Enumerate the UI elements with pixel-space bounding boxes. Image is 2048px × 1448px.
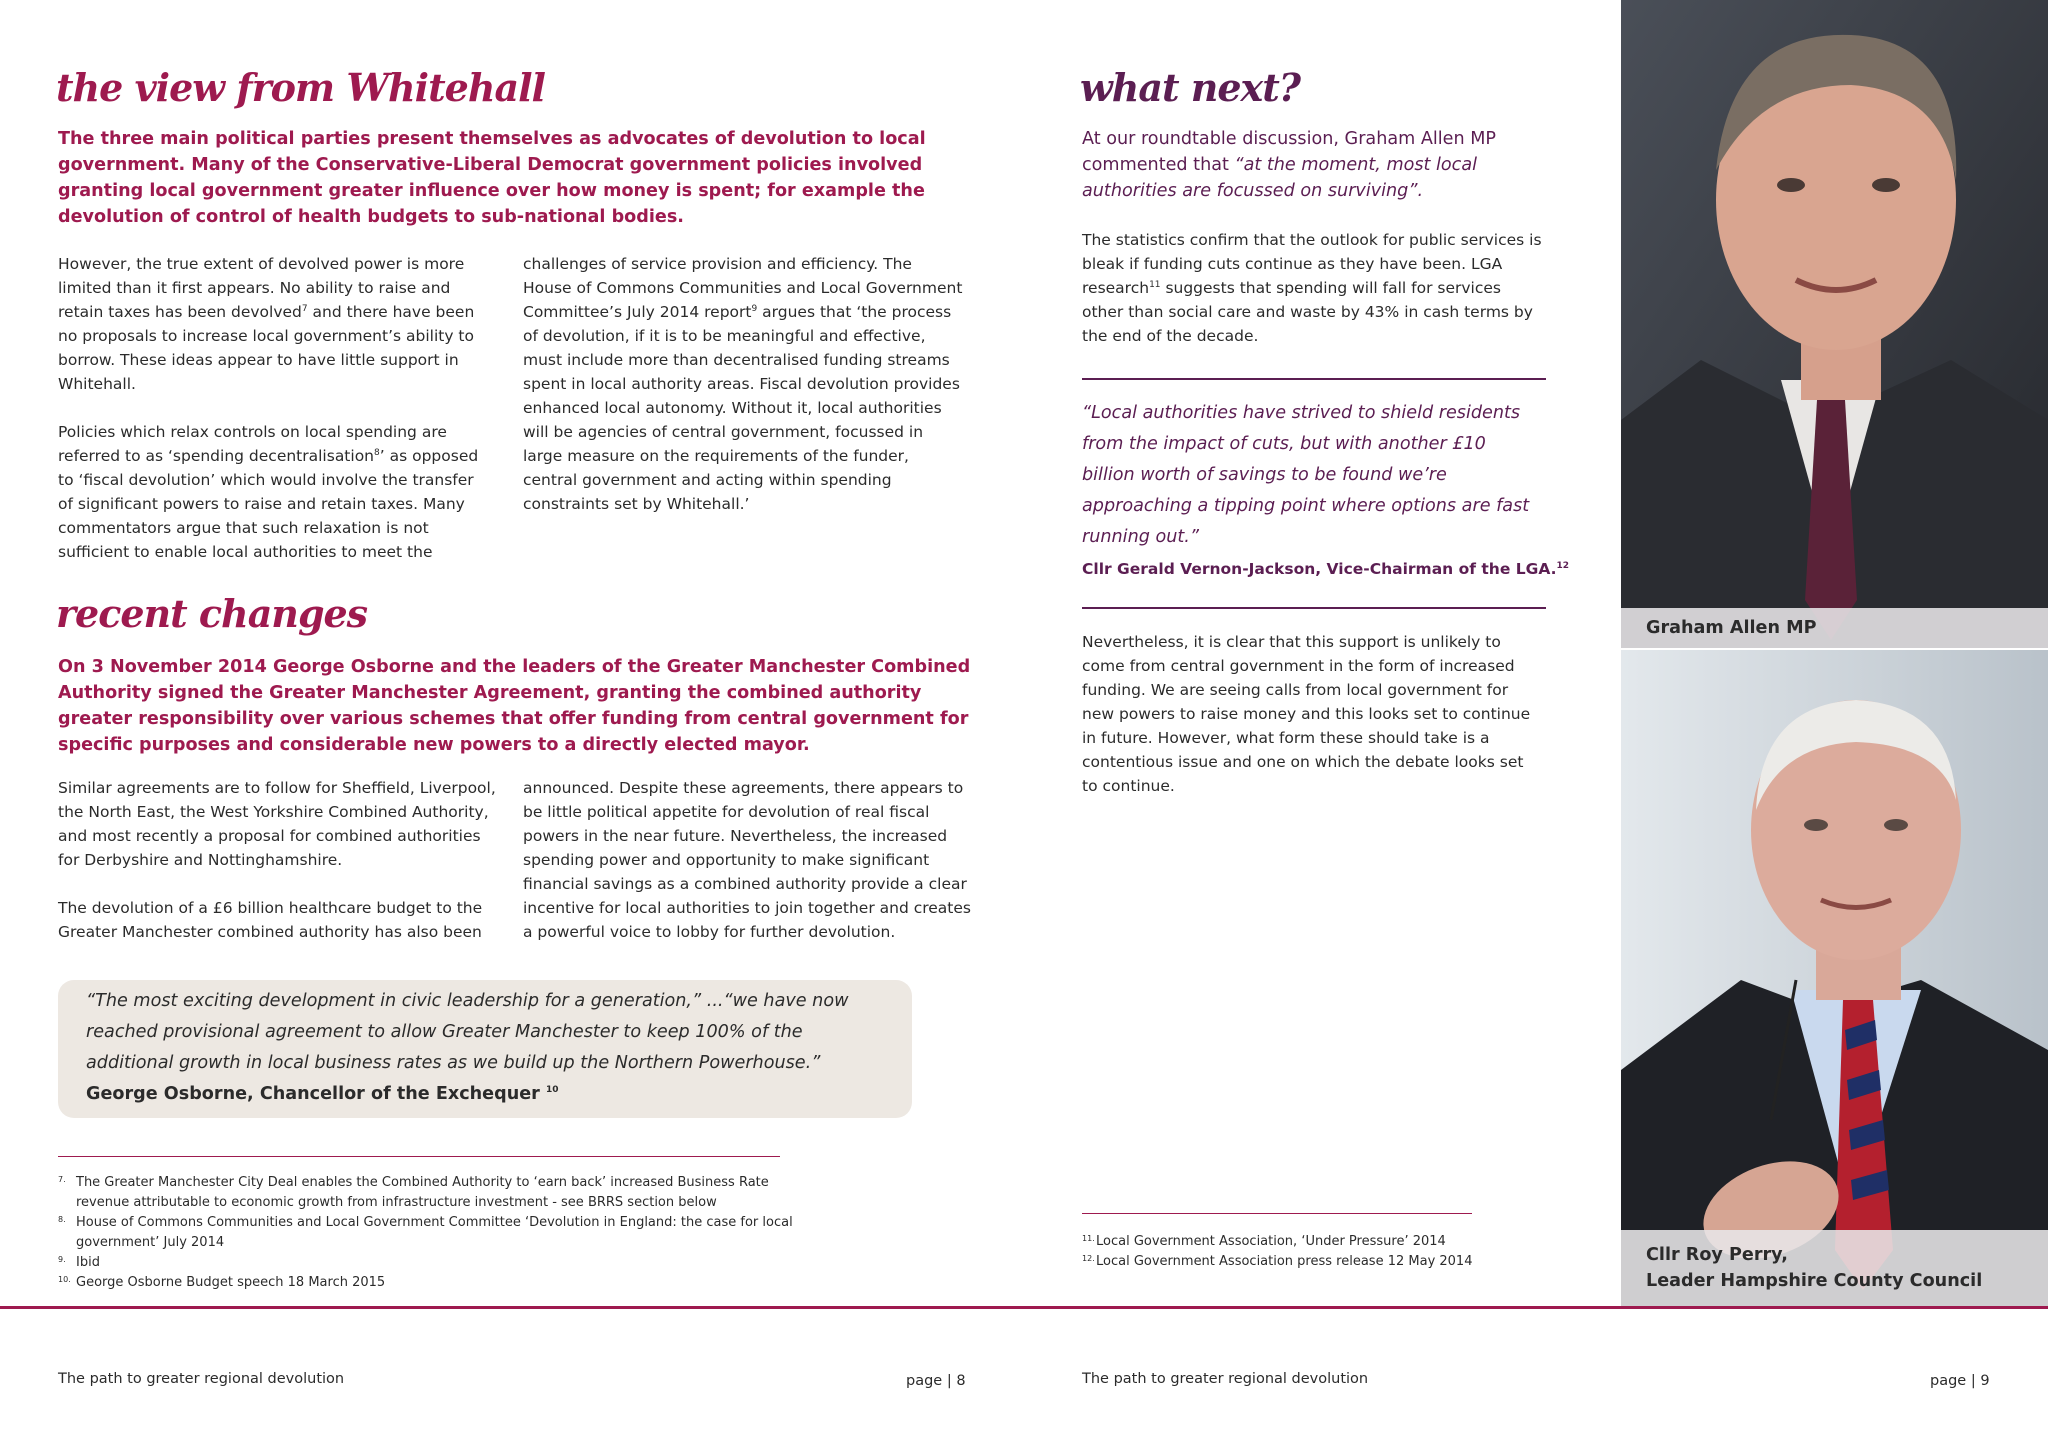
heading-what-next: what next? (1080, 65, 1301, 110)
footer-title-left: The path to greater regional devolution (58, 1371, 345, 1387)
pull-quote-text: “Local authorities have strived to shield residents from the impact of cuts, but with another £10 billion worth of savings to be found we’re approaching a tipping point where options are fast running out.” (1082, 403, 1530, 547)
pull-quote-rule-top (1082, 378, 1546, 380)
footer-rule (0, 1306, 2048, 1309)
heading-recent-changes: recent changes (56, 591, 368, 636)
col4-paragraph-1: announced. Despite these agreements, there appears to be little political appetite for devolution of real fiscal powers in the near future. Nevertheless, the increased spending power and opportunity to make significant financial savings as a combined authority provide a clear incentive for local authorities to join together and creates a powerful voice to lobby for further devolution. (523, 779, 971, 941)
what-next-intro: At our roundtable discussion, Graham Allen MP commented that “at the moment, most local authorities are focussed on surviving”. (1082, 129, 1497, 201)
footnote-7: 7. The Greater Manchester City Deal enables the Combined Authority to ‘earn back’ increased Business Rate revenue attributable to economic growth from infrastructure investment - see BRRS section below (58, 1175, 769, 1210)
pull-quote-rule-bottom (1082, 607, 1546, 609)
footnote-divider-left (58, 1156, 780, 1157)
col3-paragraph-1: Similar agreements are to follow for Sheffield, Liverpool, the North East, the West Yorkshire Combined Authority, and most recently a proposal for combined authorities for Derbyshire and Nottinghamshire. (58, 779, 496, 869)
osborne-quote-box (58, 980, 912, 1118)
caption-graham-allen: Graham Allen MP (1621, 608, 2048, 648)
footnote-11: 11. Local Government Association, ‘Under Pressure’ 2014 (1082, 1234, 1446, 1249)
what-next-paragraph-1: The statistics confirm that the outlook for public services is bleak if funding cuts continue as they have been. LGA research$^{11}$ suggests that spending will fall for services other than social care and waste by 43% in cash terms by the end of the decade. (1082, 231, 1542, 345)
column-1 (58, 252, 488, 564)
column-3 (58, 776, 503, 944)
photo-roy-perry (1621, 650, 2048, 1308)
footnote-8: 8. House of Commons Communities and Local Government Committee ‘Devolution in England: the case for local government’ July 2014 (58, 1215, 793, 1250)
col1-paragraph-2: Policies which relax controls on local spending are referred to as ‘spending decentralisation$^8$’ as opposed to ‘fiscal devolution’ which would involve the transfer of significant powers to raise and retain taxes. Many commentators argue that such relaxation is not sufficient to enable local authorities to meet the (58, 423, 479, 561)
heading-view-from-whitehall: the view from Whitehall (56, 65, 545, 110)
footnote-12: 12. Local Government Association press release 12 May 2014 (1082, 1254, 1473, 1269)
what-next-paragraph-2: Nevertheless, it is clear that this support is unlikely to come from central government in the form of increased funding. We are seeing calls from local government for new powers to raise money and this looks set to continue in future. However, what form these should take is a contentious issue and one on which the debate looks set to continue. (1082, 633, 1531, 795)
caption-roy-perry-line2: Leader Hampshire County Council (1646, 1271, 1983, 1291)
col2-paragraph-1: challenges of service provision and efficiency. The House of Commons Communities and Local Government Committee’s July 2014 report$^9$ argues that ‘the process of devolution, if it is to be meaningful and effective, must include more than decentralised funding streams spent in local authority areas. Fiscal devolution provides enhanced local autonomy. Without it, local authorities will be agencies of central government, focussed in large measure on the requirements of the funder, central government and acting within spending constraints set by Whitehall.’ (523, 255, 963, 513)
caption-roy-perry (1621, 1230, 2048, 1308)
footnote-10: 10. George Osborne Budget speech 18 March 2015 (58, 1275, 386, 1290)
footnote-9: 9. Ibid (58, 1255, 100, 1270)
pull-quote-author: Cllr Gerald Vernon-Jackson, Vice-Chairman of the LGA.$^{12}$ (1082, 560, 1570, 578)
column-4 (523, 776, 973, 944)
lead-paragraph-recent-changes: On 3 November 2014 George Osborne and the leaders of the Greater Manchester Combined Authority signed the Greater Manchester Agreement, granting the combined authority greater responsibility over various schemes that offer funding from central government for specific purposes and considerable new powers to a directly elected mayor. (58, 657, 971, 755)
photo-graham-allen (1621, 0, 2048, 648)
page-number-8: page | 8 (906, 1373, 966, 1389)
lead-paragraph-whitehall: The three main political parties present themselves as advocates of devolution to local government. Many of the Conservative-Liberal Democrat government policies involved granting local government greater influence over how money is spent; for example the devolution of control of health budgets to sub-national bodies. (58, 129, 926, 227)
footnote-divider-right (1082, 1213, 1472, 1214)
column-2 (523, 252, 963, 516)
col3-paragraph-2: The devolution of a £6 billion healthcare budget to the Greater Manchester combined authority has also been (58, 899, 483, 941)
col1-paragraph-1: However, the true extent of devolved power is more limited than it first appears. No ability to raise and retain taxes has been devolved$^7$ and there have been no proposals to increase local government’s ability to borrow. These ideas appear to have little support in Whitehall. (58, 255, 475, 393)
footer-title-right: The path to greater regional devolution (1082, 1371, 1369, 1387)
portrait-graham-allen-illustration (1621, 0, 2048, 648)
caption-roy-perry-line1: Cllr Roy Perry, (1646, 1245, 1788, 1265)
osborne-quote-text: “The most exciting development in civic leadership for a generation,” ...“we have now reached provisional agreement to allow Greater Manchester to keep 100% of the additional growth in local business rates as we build up the Northern Powerhouse.” (86, 991, 849, 1073)
footnotes-right (1082, 1232, 1522, 1272)
footnotes-left (58, 1173, 798, 1293)
page-number-9: page | 9 (1930, 1373, 1990, 1389)
portrait-roy-perry-illustration (1621, 650, 2048, 1308)
osborne-quote-author: George Osborne, Chancellor of the Exchequer $^{10}$ (86, 1084, 559, 1104)
